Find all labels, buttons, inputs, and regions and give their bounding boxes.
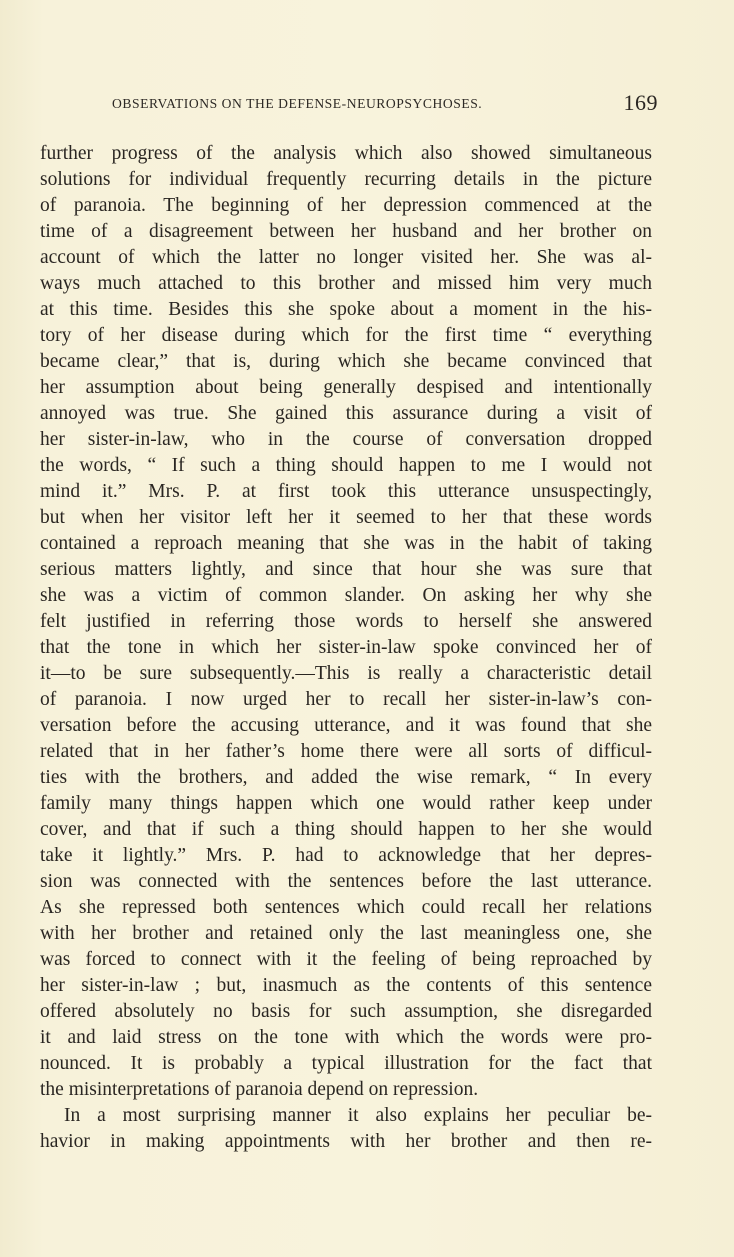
text-line: the misinterpretations of paranoia depend on repression. [40, 1079, 479, 1100]
text-line: solutions for individual frequently recurring details in the picture [40, 169, 652, 190]
page-header [112, 92, 658, 122]
text-line: ways much attached to this brother and missed him very much [40, 273, 652, 294]
page-number: 169 [623, 90, 658, 115]
text-line: her sister-in-law, who in the course of conversation dropped [40, 429, 652, 450]
text-line: tory of her disease during which for the first time “ everything [40, 325, 652, 346]
running-head: OBSERVATIONS ON THE DEFENSE-NEUROPSYCHOSES. [112, 96, 483, 111]
text-line: nounced. It is probably a typical illustration for the fact that [40, 1053, 652, 1074]
body-text [40, 141, 652, 1155]
text-line: with her brother and retained only the last meaningless one, she [40, 923, 652, 944]
text-line: the words, “ If such a thing should happen to me I would not [40, 455, 652, 476]
text-line: of paranoia. The beginning of her depression commenced at the [40, 195, 652, 216]
text-line: related that in her father’s home there were all sorts of difficul- [40, 741, 652, 762]
text-line: family many things happen which one would rather keep under [40, 793, 652, 814]
text-line: at this time. Besides this she spoke about a moment in the his- [40, 299, 652, 320]
text-line: of paranoia. I now urged her to recall her sister-in-law’s con- [40, 689, 652, 710]
text-line: became clear,” that is, during which she became convinced that [40, 351, 652, 372]
text-line: but when her visitor left her it seemed to her that these words [40, 507, 652, 528]
paragraph-2 [40, 1103, 652, 1155]
text-line: further progress of the analysis which also showed simultaneous [40, 143, 652, 164]
text-line: In a most surprising manner it also explains her peculiar be- [64, 1105, 652, 1126]
text-line: time of a disagreement between her husband and her brother on [40, 221, 652, 242]
text-line: serious matters lightly, and since that hour she was sure that [40, 559, 652, 580]
text-line: felt justified in referring those words to herself she answered [40, 611, 652, 632]
text-line: sion was connected with the sentences before the last utterance. [40, 871, 652, 892]
text-line: was forced to connect with it the feeling of being reproached by [40, 949, 652, 970]
text-line: account of which the latter no longer visited her. She was al- [40, 247, 652, 268]
text-line: versation before the accusing utterance, and it was found that she [40, 715, 652, 736]
text-line: ties with the brothers, and added the wise remark, “ In every [40, 767, 652, 788]
text-line: take it lightly.” Mrs. P. had to acknowledge that her depres- [40, 845, 652, 866]
paragraph-1 [40, 141, 652, 1103]
text-line: cover, and that if such a thing should happen to her she would [40, 819, 652, 840]
text-line: it—to be sure subsequently.—This is really a characteristic detail [40, 663, 652, 684]
text-line: annoyed was true. She gained this assurance during a visit of [40, 403, 652, 424]
text-line: contained a reproach meaning that she was in the habit of taking [40, 533, 652, 554]
text-line: As she repressed both sentences which could recall her relations [40, 897, 652, 918]
text-line: it and laid stress on the tone with which the words were pro- [40, 1027, 652, 1048]
text-line: that the tone in which her sister-in-law spoke convinced her of [40, 637, 652, 658]
text-line: her assumption about being generally despised and intentionally [40, 377, 652, 398]
text-line: she was a victim of common slander. On asking her why she [40, 585, 652, 606]
text-line: offered absolutely no basis for such assumption, she disregarded [40, 1001, 652, 1022]
text-line: havior in making appointments with her brother and then re- [40, 1131, 652, 1152]
text-line: mind it.” Mrs. P. at first took this utterance unsuspectingly, [40, 481, 652, 502]
text-line: her sister-in-law ; but, inasmuch as the contents of this sentence [40, 975, 652, 996]
